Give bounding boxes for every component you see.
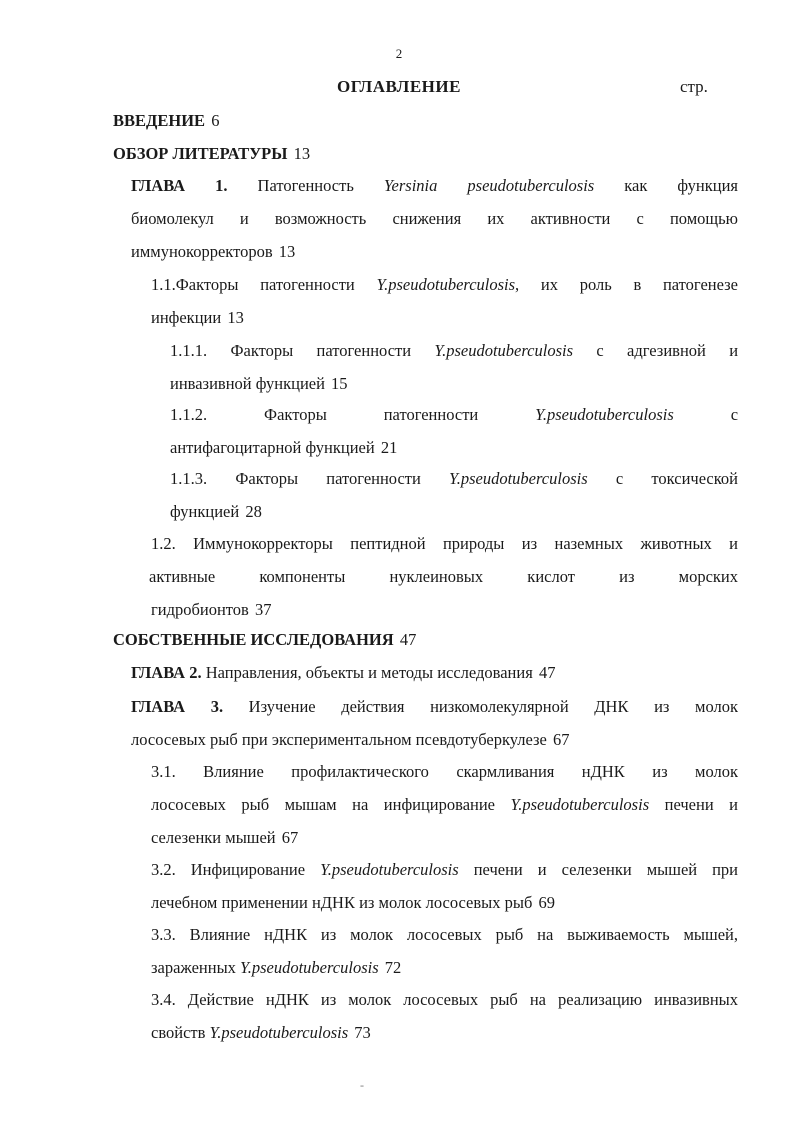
toc-entry-intro[interactable] [113, 104, 738, 137]
entry-line: 1.1.1. Факторы патогенности Y.pseudotuberculosis с адгезивной и [170, 341, 739, 360]
entry-title: гидробионтов [151, 600, 249, 619]
entry-title: ГЛАВА 2. Направления, объекты и методы исследования [131, 663, 533, 682]
toc-entry-chapter-3[interactable] [131, 690, 738, 756]
entry-page: 13 [227, 308, 244, 327]
entry-page: 13 [293, 144, 311, 163]
toc-entry-review[interactable] [113, 137, 738, 170]
toc-entry-3-3[interactable] [151, 918, 738, 984]
entry-page: 73 [354, 1023, 371, 1042]
entry-page: 47 [399, 630, 417, 649]
toc-entry-chapter-1[interactable] [131, 169, 738, 268]
toc-entry-3-4[interactable] [151, 983, 738, 1049]
page-number: 2 [395, 46, 403, 61]
entry-line: лососевых рыб мышам на инфицирование Y.pseudotuberculosis печени и [151, 795, 739, 814]
page-column-label: стр. [680, 77, 708, 96]
entry-line: 3.4. Действие нДНК из молок лососевых рыб на реализацию инвазивных [151, 990, 738, 1009]
entry-title: зараженных Y.pseudotuberculosis [151, 958, 379, 977]
entry-title: лососевых рыб при экспериментальном псевдотуберкулезе [131, 730, 547, 749]
entry-title: антифагоцитарной функцией [170, 438, 375, 457]
entry-page: 67 [552, 730, 570, 749]
toc-title: ОГЛАВЛЕНИЕ [337, 77, 461, 96]
toc-entry-chapter-2[interactable] [131, 656, 738, 689]
toc-entry-own-research[interactable] [113, 623, 738, 656]
toc-entry-3-2[interactable] [151, 853, 738, 919]
entry-line: ГЛАВА 3. Изучение действия низкомолекулярной ДНК из молок [131, 697, 738, 716]
toc-entry-3-1[interactable] [151, 755, 738, 854]
entry-line: 1.1.Факторы патогенности Y.pseudotuberculosis, их роль в патогенезе [151, 275, 738, 294]
entry-title: инвазивной функцией [170, 374, 325, 393]
toc-entry-1-1-1[interactable] [170, 334, 738, 400]
entry-page: 47 [538, 663, 556, 682]
entry-title: функцией [170, 502, 240, 521]
entry-page: 15 [331, 374, 348, 393]
toc-entry-1-1[interactable] [151, 268, 738, 334]
entry-line: 1.1.3. Факторы патогенности Y.pseudotuberculosis с токсической [170, 469, 739, 488]
entry-line: 1.2. Иммунокорректоры пептидной природы из наземных животных и [151, 534, 738, 553]
entry-title: ВВЕДЕНИЕ [113, 111, 206, 130]
entry-line: 3.1. Влияние профилактического скармливания нДНК из молок [151, 762, 738, 781]
toc-entry-1-2[interactable] [151, 527, 738, 626]
entry-line: ГЛАВА 1. Патогенность Yersinia pseudotuberculosis как функция [131, 176, 739, 195]
bottom-mark: - [360, 1078, 364, 1092]
entry-page: 28 [245, 502, 262, 521]
entry-title: свойств Y.pseudotuberculosis [151, 1023, 349, 1042]
entry-page: 6 [211, 111, 220, 130]
entry-page: 72 [384, 958, 402, 977]
entry-title: инфекции [151, 308, 222, 327]
entry-title: лечебном применении нДНК из молок лососевых рыб [151, 893, 533, 912]
entry-page: 67 [281, 828, 299, 847]
entry-page: 13 [278, 242, 296, 261]
entry-line: 3.3. Влияние нДНК из молок лососевых рыб на выживаемость мышей, [151, 925, 738, 944]
entry-title: ОБЗОР ЛИТЕРАТУРЫ [113, 144, 288, 163]
entry-line: 3.2. Инфицирование Y.pseudotuberculosis печени и селезенки мышей при [151, 860, 739, 879]
entry-page: 21 [380, 438, 398, 457]
entry-line: активные компоненты нуклеиновых кислот из морских [149, 567, 738, 586]
entry-line: 1.1.2. Факторы патогенности Y.pseudotuberculosis с [170, 405, 739, 424]
toc-entry-1-1-2[interactable] [170, 398, 738, 464]
entry-title: селезенки мышей [151, 828, 276, 847]
entry-line: биомолекул и возможность снижения их активности с помощью [131, 209, 738, 228]
entry-title: СОБСТВЕННЫЕ ИССЛЕДОВАНИЯ [113, 630, 394, 649]
entry-title: иммунокорректоров [131, 242, 273, 261]
toc-entry-1-1-3[interactable] [170, 462, 738, 528]
entry-page: 37 [254, 600, 272, 619]
entry-page: 69 [538, 893, 555, 912]
